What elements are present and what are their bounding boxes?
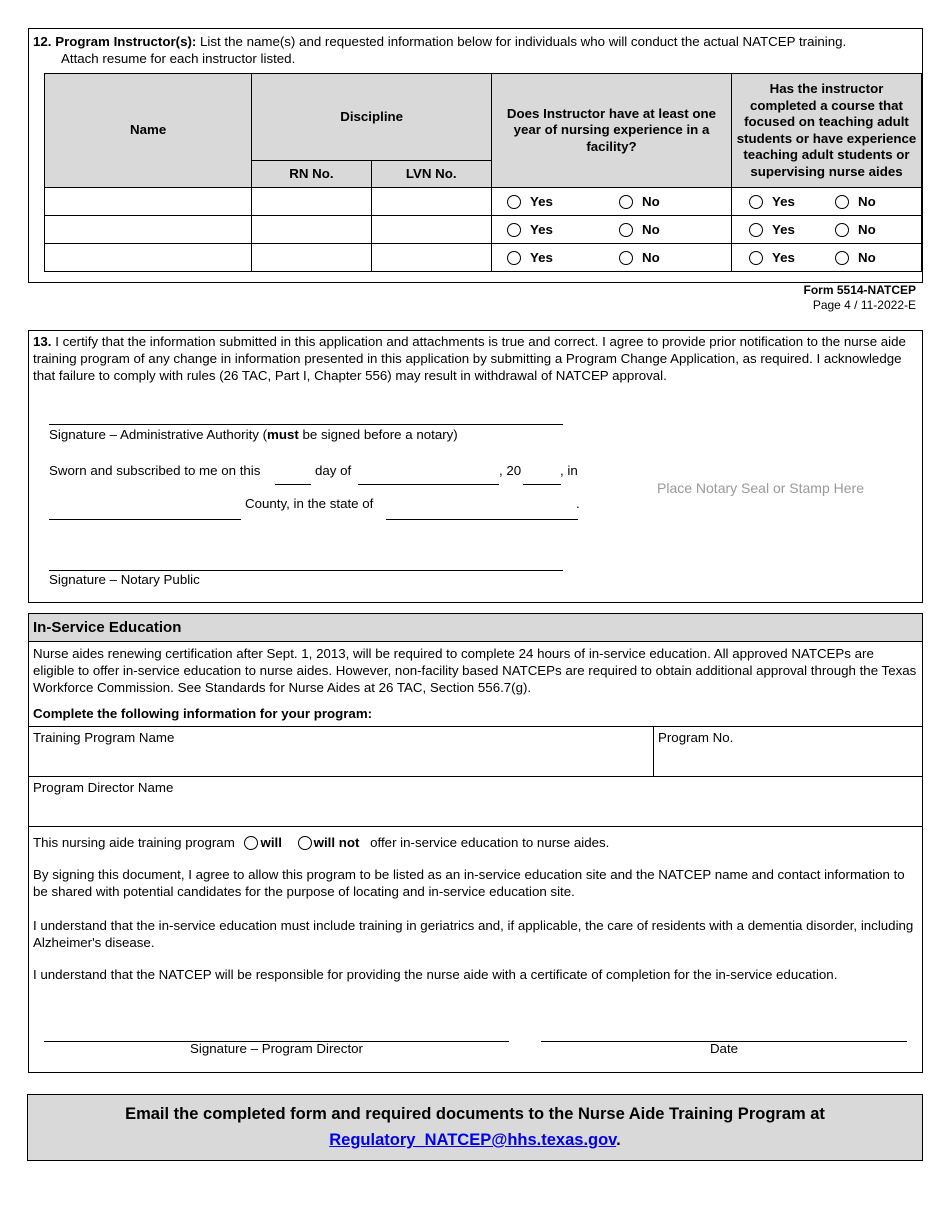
- experience-cell: [491, 244, 731, 272]
- in-service-intro: Nurse aides renewing certification after Sept. 1, 2013, will be required to complete 24 hours of in-service education. All approved NATCEPs are eligible to offer in-service education to nurse aides. However, non-facility based NATCEPs are required to obtain additional approval through the Texas Workforce Commission. See Standards for Nurse Aides at 26 TAC, Section 556.7(g).: [33, 646, 917, 695]
- sworn-year-field[interactable]: [523, 484, 561, 485]
- table-row: [45, 188, 922, 216]
- program-director-name-field[interactable]: [33, 797, 918, 825]
- county-field[interactable]: [49, 519, 241, 520]
- radio-icon[interactable]: [749, 251, 763, 265]
- period: .: [576, 496, 580, 511]
- no-label: No: [857, 250, 876, 265]
- email-instructions-text: Email the completed form and required documents to the Nurse Aide Training Program at: [125, 1105, 825, 1123]
- county-label: County, in the state of: [245, 496, 374, 511]
- yes-label: Yes: [529, 222, 553, 237]
- no-label: No: [857, 194, 876, 209]
- table-row: [45, 244, 922, 272]
- offer-prefix: This nursing aide training program: [33, 835, 235, 850]
- radio-icon[interactable]: [619, 223, 633, 237]
- radio-icon[interactable]: [507, 223, 521, 237]
- offer-suffix: offer in-service education to nurse aides.: [370, 835, 610, 850]
- instructor-table: [44, 73, 922, 272]
- experience-yes-option[interactable]: [507, 250, 619, 265]
- yes-label: Yes: [529, 250, 553, 265]
- experience-yes-option[interactable]: [507, 194, 619, 209]
- admin-signature-label: [49, 427, 458, 442]
- training-requirements-paragraph: I understand that the in-service education must include training in geriatrics and, if applicable, the care of residents with a dementia disorder, including Alzheimer's disease.: [33, 918, 914, 950]
- will-label: will: [260, 835, 282, 850]
- program-no-field[interactable]: [658, 747, 918, 775]
- table-row: [45, 216, 922, 244]
- course-cell: [731, 188, 921, 216]
- section-12-number: 12.: [33, 34, 52, 49]
- in-service-title: In-Service Education: [29, 614, 922, 642]
- course-no-option[interactable]: [835, 194, 921, 209]
- section-12-title: Program Instructor(s):: [55, 34, 197, 49]
- col-header-rn: RN No.: [252, 161, 371, 188]
- instructor-name-field[interactable]: [45, 188, 252, 216]
- email-instructions-box: [27, 1094, 923, 1161]
- rn-number-field[interactable]: [252, 216, 371, 244]
- divider: [29, 776, 922, 777]
- lvn-number-field[interactable]: [371, 188, 491, 216]
- radio-icon[interactable]: [507, 251, 521, 265]
- consent-paragraph: By signing this document, I agree to allow this program to be listed as an in-service education site and the NATCEP name and contact information to be shared with potential candidates for the purpose of locating and in-service education site.: [33, 867, 905, 899]
- admin-sig-suffix: be signed before a notary): [298, 427, 458, 442]
- admin-sig-prefix: Signature – Administrative Authority (: [49, 427, 268, 442]
- rn-number-field[interactable]: [252, 244, 371, 272]
- complete-info-label: Complete the following information for your program:: [33, 706, 373, 721]
- email-period: .: [616, 1131, 621, 1149]
- experience-no-option[interactable]: [619, 250, 731, 265]
- in-service-education-section: [28, 613, 923, 1073]
- yes-label: Yes: [771, 222, 795, 237]
- radio-icon[interactable]: [749, 223, 763, 237]
- no-label: No: [641, 222, 660, 237]
- day-of-label: day of: [315, 463, 352, 478]
- col-header-lvn: LVN No.: [371, 161, 491, 188]
- form-footer: [804, 283, 916, 313]
- section-12-text: List the name(s) and requested information below for individuals who will conduct the actual NATCEP training.: [200, 34, 847, 49]
- radio-icon[interactable]: [835, 223, 849, 237]
- experience-yes-option[interactable]: [507, 222, 619, 237]
- will-not-option[interactable]: [298, 835, 360, 850]
- admin-sig-must: must: [267, 427, 299, 442]
- yes-label: Yes: [771, 194, 795, 209]
- will-not-label: will not: [313, 835, 360, 850]
- section-13-number: 13.: [33, 334, 52, 349]
- sworn-label: Sworn and subscribed to me on this: [49, 463, 261, 478]
- section-12-program-instructors: [28, 28, 923, 283]
- col-header-name: Name: [45, 74, 252, 188]
- experience-no-option[interactable]: [619, 194, 731, 209]
- year-prefix-label: , 20: [499, 463, 522, 478]
- yes-label: Yes: [529, 194, 553, 209]
- radio-icon[interactable]: [835, 251, 849, 265]
- divider: [29, 726, 922, 727]
- radio-icon[interactable]: [507, 195, 521, 209]
- program-director-name-label: Program Director Name: [33, 780, 174, 795]
- instructor-name-field[interactable]: [45, 216, 252, 244]
- certification-text: [33, 333, 918, 384]
- section-13-text: I certify that the information submitted in this application and attachments is true and correct. I agree to provide prior notification to the nurse aide training program of any change in information presented in this application by submitting a Program Change Application, as required. I acknowledge that failure to comply with rules (26 TAC, Part I, Chapter 556) may result in withdrawal of NATCEP approval.: [33, 334, 906, 383]
- experience-cell: [491, 188, 731, 216]
- certificate-paragraph: I understand that the NATCEP will be responsible for providing the nurse aide with a certificate of completion for the in-service education.: [33, 967, 838, 982]
- offer-in-service-row: [33, 835, 609, 850]
- col-header-experience: Does Instructor have at least one year of nursing experience in a facility?: [491, 74, 731, 188]
- radio-icon[interactable]: [619, 195, 633, 209]
- page-number: Page 4 / 11-2022-E: [812, 298, 916, 312]
- in-label: , in: [560, 463, 578, 478]
- col-header-course: Has the instructor completed a course that focused on teaching adult students or have experience teaching adult students or supervising nurse aides: [731, 74, 921, 188]
- radio-icon[interactable]: [619, 251, 633, 265]
- col-header-discipline: Discipline: [252, 74, 492, 161]
- section-13-certification: [28, 330, 923, 603]
- course-no-option[interactable]: [835, 222, 921, 237]
- notary-signature-line[interactable]: [49, 570, 563, 571]
- radio-icon[interactable]: [835, 195, 849, 209]
- course-yes-option[interactable]: [749, 250, 835, 265]
- instructor-name-field[interactable]: [45, 244, 252, 272]
- course-cell: [731, 244, 921, 272]
- email-line: [28, 1127, 922, 1153]
- course-yes-option[interactable]: [749, 194, 835, 209]
- lvn-number-field[interactable]: [371, 244, 491, 272]
- radio-icon[interactable]: [298, 836, 312, 850]
- program-no-label: Program No.: [658, 730, 734, 745]
- no-label: No: [857, 222, 876, 237]
- radio-icon[interactable]: [749, 195, 763, 209]
- divider: [653, 726, 654, 776]
- notary-signature-label: Signature – Notary Public: [49, 572, 200, 587]
- section-12-attach-note: Attach resume for each instructor listed.: [61, 51, 296, 66]
- date-label: Date: [709, 1041, 739, 1056]
- course-yes-option[interactable]: [749, 222, 835, 237]
- state-field[interactable]: [386, 519, 578, 520]
- experience-cell: [491, 216, 731, 244]
- no-label: No: [641, 250, 660, 265]
- radio-icon[interactable]: [244, 836, 258, 850]
- lvn-number-field[interactable]: [371, 216, 491, 244]
- training-program-name-field[interactable]: [33, 747, 648, 775]
- no-label: No: [641, 194, 660, 209]
- form-number: Form 5514-NATCEP: [803, 283, 916, 297]
- email-link[interactable]: Regulatory_NATCEP@hhs.texas.gov: [329, 1131, 617, 1149]
- experience-no-option[interactable]: [619, 222, 731, 237]
- section-12-intro: [33, 33, 913, 67]
- course-cell: [731, 216, 921, 244]
- admin-signature-line[interactable]: [49, 424, 563, 425]
- will-option[interactable]: [244, 835, 281, 850]
- rn-number-field[interactable]: [252, 188, 371, 216]
- notary-seal-placeholder: Place Notary Seal or Stamp Here: [657, 480, 864, 496]
- course-no-option[interactable]: [835, 250, 921, 265]
- yes-label: Yes: [771, 250, 795, 265]
- sworn-month-field[interactable]: [358, 484, 499, 485]
- sworn-day-field[interactable]: [275, 484, 311, 485]
- divider: [29, 826, 922, 827]
- director-signature-label: Signature – Program Director: [190, 1041, 363, 1056]
- training-program-name-label: Training Program Name: [33, 730, 175, 745]
